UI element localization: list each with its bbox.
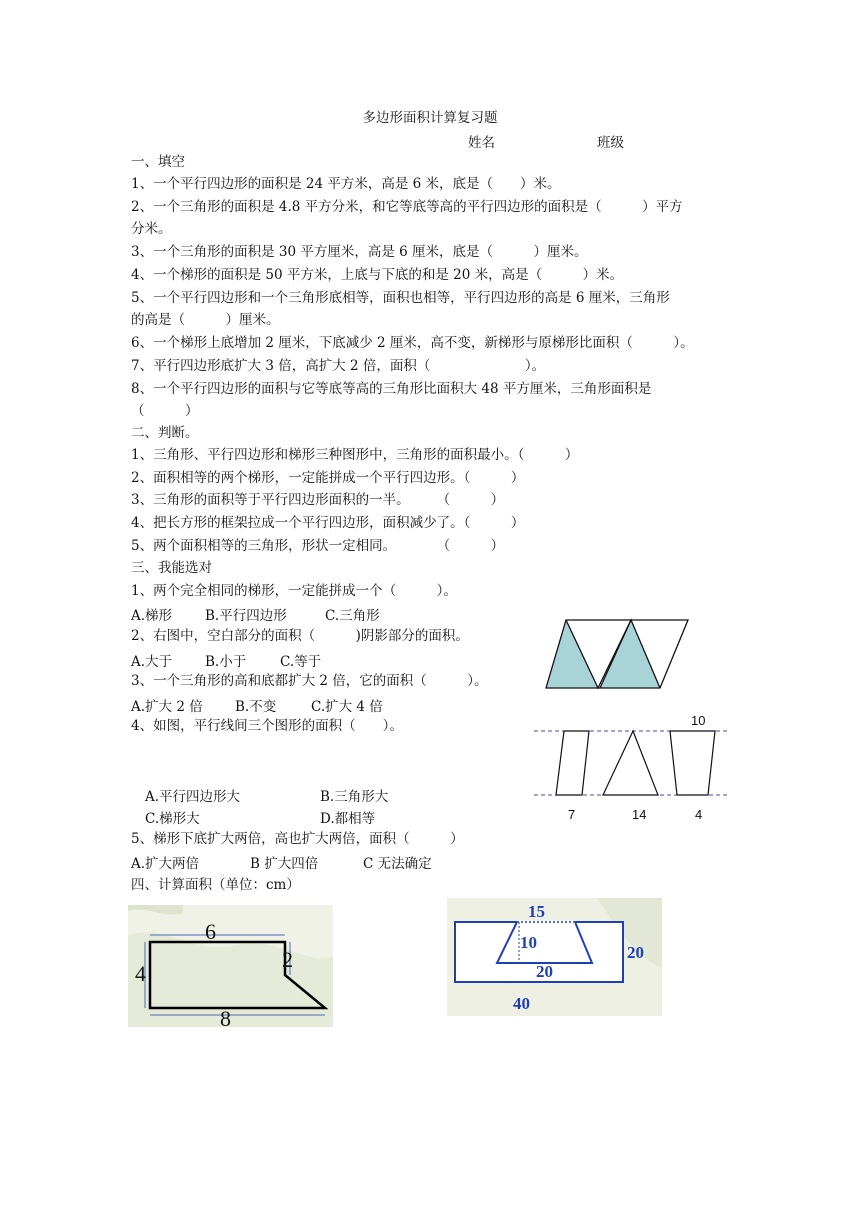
choice-option[interactable]: B.平行四边形 bbox=[205, 608, 287, 624]
choice-option[interactable]: C.梯形大 bbox=[145, 811, 200, 827]
section-heading-choice: 三、我能选对 bbox=[131, 560, 212, 576]
triangle-shape bbox=[603, 731, 658, 795]
shaded-triangle bbox=[600, 620, 660, 688]
shaded-triangles-figure bbox=[540, 618, 690, 692]
choice-option[interactable]: A.平行四边形大 bbox=[145, 789, 241, 805]
name-label: 姓名 bbox=[468, 135, 495, 151]
choice-option[interactable]: B.三角形大 bbox=[320, 789, 389, 805]
judge-line: 5、两个面积相等的三角形，形状一定相同。 （ ） bbox=[131, 538, 505, 554]
choice-option[interactable]: C 无法确定 bbox=[363, 856, 432, 872]
parallel-lines-figure bbox=[532, 710, 732, 825]
fill-line: 8、一个平行四边形的面积与它等底等高的三角形比面积大 48 平方厘米，三角形面积是 bbox=[131, 381, 652, 397]
fill-line: 4、一个梯形的面积是 50 平方米，上底与下底的和是 20 米，高是（ ）米。 bbox=[131, 267, 624, 283]
choice-question-4: 4、如图，平行线间三个图形的面积（ ）。 bbox=[131, 718, 403, 734]
choice-option[interactable]: B 扩大四倍 bbox=[250, 856, 319, 872]
rectangle-trapezoid-figure bbox=[447, 898, 662, 1016]
section-heading-fill: 一、填空 bbox=[131, 154, 185, 170]
fill-line: 3、一个三角形的面积是 30 平方厘米，高是 6 厘米，底是（ ）厘米。 bbox=[131, 244, 588, 260]
choice-option[interactable]: A.扩大两倍 bbox=[131, 856, 200, 872]
judge-line: 1、三角形、平行四边形和梯形三种图形中，三角形的面积最小。（ ） bbox=[131, 447, 579, 463]
choice-option[interactable]: A.大于 bbox=[131, 654, 173, 670]
fill-line: 2、一个三角形的面积是 4.8 平方分米，和它等底等高的平行四边形的面积是（ ）平方 bbox=[131, 199, 683, 215]
choice-option[interactable]: A.梯形 bbox=[131, 608, 173, 624]
dimension-label: 15 bbox=[528, 902, 545, 921]
trapezoid-shape bbox=[670, 731, 715, 795]
shaded-triangle bbox=[546, 620, 598, 688]
choice-question-2: 2、右图中，空白部分的面积（ )阴影部分的面积。 bbox=[131, 628, 469, 644]
choice-option[interactable]: D.都相等 bbox=[320, 811, 376, 827]
fill-line: 7、平行四边形底扩大 3 倍，高扩大 2 倍，面积（ ）。 bbox=[131, 358, 546, 374]
bottom-length-label: 7 bbox=[568, 807, 576, 822]
dimension-label: 40 bbox=[513, 994, 530, 1013]
fill-line: 5、一个平行四边形和一个三角形底相等，面积也相等，平行四边形的高是 6 厘米，三角形 bbox=[131, 290, 670, 306]
bottom-length-label: 14 bbox=[632, 807, 647, 822]
fill-line: 分米。 bbox=[131, 221, 172, 237]
judge-line: 4、把长方形的框架拉成一个平行四边形，面积减少了。（ ） bbox=[131, 515, 525, 531]
section-heading-judge: 二、判断。 bbox=[131, 425, 199, 441]
worksheet-title: 多边形面积计算复习题 bbox=[362, 110, 498, 126]
bottom-length-label: 4 bbox=[695, 807, 703, 822]
choice-question-5: 5、梯形下底扩大两倍，高也扩大两倍，面积（ ） bbox=[131, 831, 464, 847]
dimension-label: 8 bbox=[220, 1006, 231, 1031]
choice-option[interactable]: B.小于 bbox=[205, 654, 247, 670]
fill-line: （ ） bbox=[131, 403, 199, 419]
parallelogram-shape bbox=[556, 731, 589, 795]
judge-line: 3、三角形的面积等于平行四边形面积的一半。 （ ） bbox=[131, 492, 505, 508]
choice-option[interactable]: C.三角形 bbox=[325, 608, 380, 624]
choice-option[interactable]: C.扩大 4 倍 bbox=[311, 699, 383, 715]
dimension-label: 20 bbox=[536, 962, 553, 981]
class-label: 班级 bbox=[597, 135, 624, 151]
choice-question-1: 1、两个完全相同的梯形，一定能拼成一个（ ）。 bbox=[131, 583, 457, 599]
dimension-label: 4 bbox=[135, 961, 146, 986]
choice-option[interactable]: C.等于 bbox=[280, 654, 322, 670]
dimension-label: 10 bbox=[520, 933, 537, 952]
dimension-label: 6 bbox=[205, 919, 216, 944]
section-heading-calc: 四、计算面积（单位：cm） bbox=[131, 877, 300, 893]
choice-question-3: 3、一个三角形的高和底都扩大 2 倍，它的面积（ ）。 bbox=[131, 673, 488, 689]
top-length-label: 10 bbox=[691, 713, 706, 728]
judge-line: 2、面积相等的两个梯形，一定能拼成一个平行四边形。（ ） bbox=[131, 470, 525, 486]
fill-line: 的高是（ ）厘米。 bbox=[131, 312, 280, 328]
choice-option[interactable]: B.不变 bbox=[235, 699, 277, 715]
composite-shape-figure bbox=[128, 905, 333, 1031]
choice-option[interactable]: A.扩大 2 倍 bbox=[131, 699, 203, 715]
fill-line: 6、一个梯形上底增加 2 厘米，下底减少 2 厘米，高不变，新梯形与原梯形比面积（ ）。 bbox=[131, 335, 694, 351]
dimension-label: 20 bbox=[627, 943, 644, 962]
fill-line: 1、一个平行四边形的面积是 24 平方米，高是 6 米，底是（ ）米。 bbox=[131, 176, 561, 192]
dimension-label: 2 bbox=[282, 947, 293, 972]
